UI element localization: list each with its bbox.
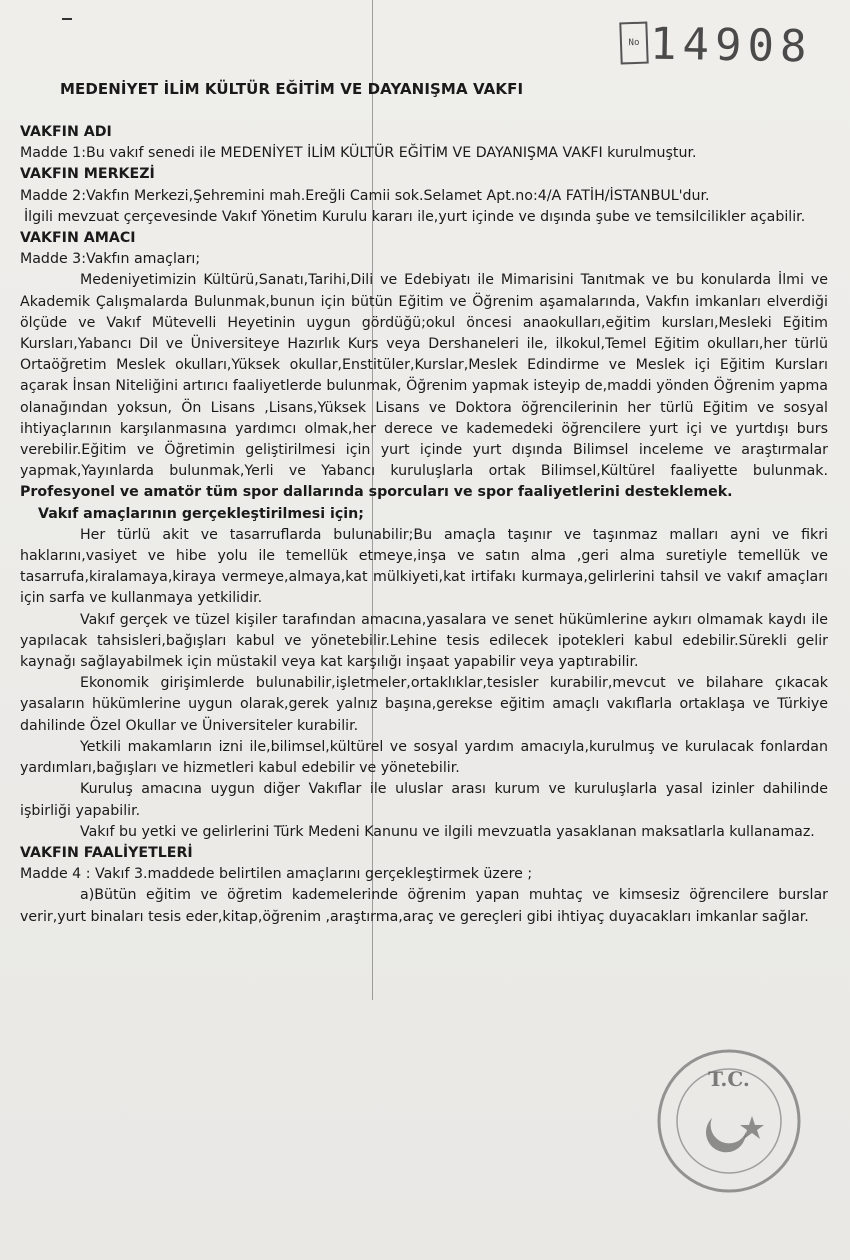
- document-title: MEDENİYET İLİM KÜLTÜR EĞİTİM VE DAYANIŞMA VAKFI: [60, 80, 524, 98]
- crescent-star-seal-icon: [654, 1046, 804, 1196]
- realize-heading: Vakıf amaçlarının gerçekleştirilmesi için;: [38, 505, 364, 522]
- article-1-text: Madde 1:Bu vakıf senedi ile MEDENİYET İLİM KÜLTÜR EĞİTİM VE DAYANIŞMA VAKFI kurulmuştur.: [20, 145, 697, 162]
- purpose-bold-text: Profesyonel ve amatör tüm spor dallarında sporcuları ve spor faaliyetlerini desteklemek.: [20, 484, 733, 501]
- section-heading-purpose: VAKFIN AMACI: [20, 230, 136, 247]
- article-4-item-a: a)Bütün eğitim ve öğretim kademelerinde öğrenim yapan muhtaç ve kimsesiz öğrencilere burslar verir,yurt binaları tesis eder,kitap,öğrenim ,araştırma,araç ve gereçleri gibi ihtiyaç duyacakları imkanlar sağlar.: [20, 887, 828, 925]
- article-4-intro: Madde 4 : Vakıf 3.maddede belirtilen amaçlarını gerçekleştirmek üzere ;: [20, 866, 533, 883]
- document-body: [20, 122, 828, 928]
- paragraph: Yetkili makamların izni ile,bilimsel,kültürel ve sosyal yardım amacıyla,kurulmuş ve kurulacak fonlardan yardımları,bağışları ve hizmetleri kabul edebilir ve yönetebilir.: [20, 738, 828, 777]
- article-3-intro: Madde 3:Vakfın amaçları;: [20, 251, 201, 268]
- stamp-box: No: [619, 22, 648, 65]
- registry-stamp: [620, 12, 820, 82]
- paragraph: Vakıf bu yetki ve gelirlerini Türk Medeni Kanunu ve ilgili mevzuatla yasaklanan maksatlarla kullanamaz.: [80, 823, 815, 840]
- seal-text: T.C.: [708, 1067, 750, 1091]
- paragraph: Her türlü akit ve tasarruflarda bulunabilir;Bu amaçla taşınır ve taşınmaz malları ayni ve fikri haklarını,vasiyet ve hibe yolu ile temellük etmeye,inşa ve satın alma ,geri alma suretiyle temellük ve tasarrufa,kiralamaya,kiraya vermeye,almaya,kat mülkiyeti,kat irtifakı kurmaya,gelirlerini tahsil ve vakıf amaçları için sarfa ve kullanmaya yetkilidir.: [20, 526, 828, 607]
- paragraph: Kuruluş amacına uygun diğer Vakıflar ile uluslar arası kurum ve kuruluşlarla yasal izinler dahilinde işbirliği yapabilir.: [20, 781, 828, 819]
- purpose-text: Medeniyetimizin Kültürü,Sanatı,Tarihi,Dili ve Edebiyatı ile Mimarisini Tanıtmak ve bu konularda İlmi ve Akademik Çalışmalarda Bulunmak,bunun için bütün Eğitim ve Öğrenim aşamalarında, Vakfın imkanları elverdiği ölçüde ve Vakıf Mütevelli Heyetinin uygun gördüğü;okul öncesi anaokulları,eğitim kursları,Mesleki Eğitim Kursları,Yabancı Dil ve Üniversiteye Hazırlık Kurs veya Dershaneleri ile, ilkokul,Temel Eğitim okulları,her türlü Ortaöğretim Meslek okulları,Yüksek okullar,Enstitüler,Kurslar,Meslek Edindirme ve Meslek içi Eğitim Kursları açarak İnsan Niteliğini artırıcı faaliyetlerde bulunmak, Öğrenim yapmak isteyip de,maddi yönden Öğrenim yapma olanağından yoksun, Ön Lisans ,Lisans,Yüksek Lisans ve Doktora öğrencilerinin her türlü Eğitim ve sosyal ihtiyaçlarının karşılanmasına yardımcı olmak,her derece ve kademedeki öğrencilere yurt içi ve yurtdışı burs verebilir.Eğitim ve Öğretimin geliştirilmesi için yurt içinde yurt dışında Bilimsel inceleme ve araştırmalar yapmak,Yayınlarda bulunmak,Yerli ve Yabancı kuruluşlarla ortak Bilimsel,Kültürel faaliyette bulunmak.: [20, 272, 828, 480]
- paragraph: Vakıf gerçek ve tüzel kişiler tarafından amacına,yasalara ve senet hükümlerine aykırı olmamak kaydı ile yapılacak tahsisleri,bağışları kabul ve yönetebilir.Lehine tesis edilecek ipotekleri kabul edebilir.Sürekli gelir kaynağı sağlayabilmek için müstakil veya kat karşılığı inşaat yapabilir veya yaptırabilir.: [20, 611, 828, 671]
- section-heading-name: VAKFIN ADI: [20, 124, 112, 140]
- article-2-text: Madde 2:Vakfın Merkezi,Şehremini mah.Ereğli Camii sok.Selamet Apt.no:4/A FATİH/İSTANBUL'dur.: [20, 187, 710, 204]
- corner-mark: [62, 18, 72, 20]
- section-heading-activities: VAKFIN FAALİYETLERİ: [20, 844, 193, 861]
- article-3-text: [20, 270, 828, 503]
- paragraph: Ekonomik girişimlerde bulunabilir,işletmeler,ortaklıklar,tesisler kurabilir,mevcut ve bilahare çıkacak yasaların hükümlerine uygun olarak,gerek yalnız başına,gerekse eğitim amaçlı vakıflarla ortaklaşa ve Türkiye dahilinde Özel Okullar ve Üniversiteler kurabilir.: [20, 675, 828, 734]
- branch-text: İlgili mevzuat çerçevesinde Vakıf Yönetim Kurulu kararı ile,yurt içinde ve dışında şube ve temsilcilikler açabilir.: [24, 208, 806, 225]
- stamp-number: 14908: [649, 18, 813, 73]
- section-heading-center: VAKFIN MERKEZİ: [20, 166, 155, 183]
